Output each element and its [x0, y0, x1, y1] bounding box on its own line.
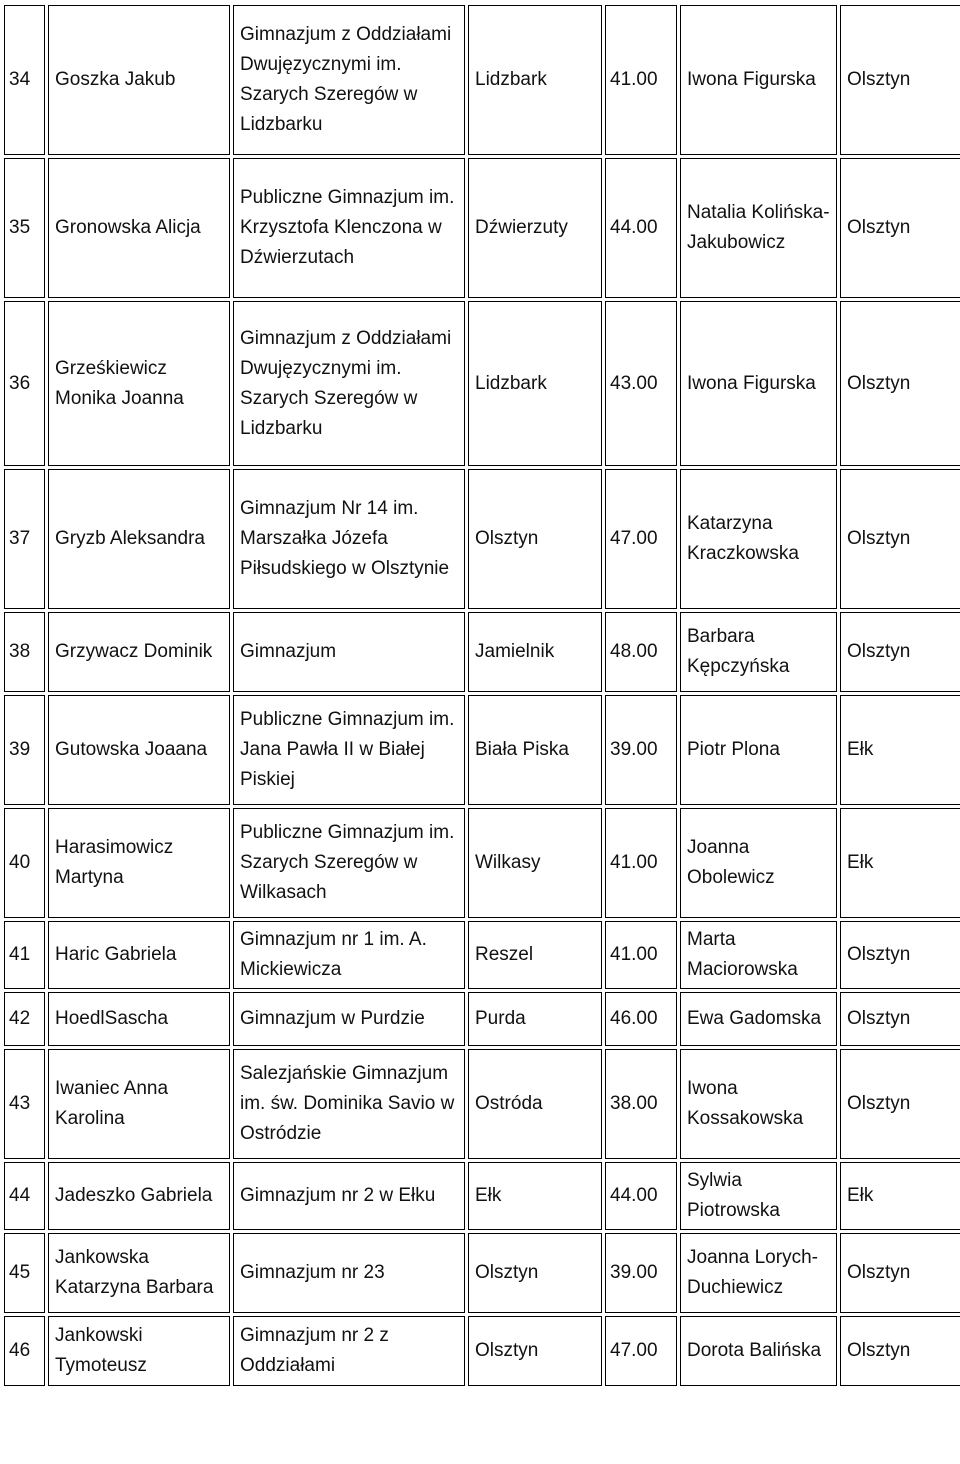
row-number: 42 [4, 992, 45, 1046]
region: Ełk [840, 1162, 960, 1230]
table-row [4, 469, 960, 609]
table-row [4, 1233, 960, 1313]
row-number: 38 [4, 612, 45, 692]
score: 41.00 [605, 808, 677, 918]
teacher-name: Joanna Lorych-Duchiewicz [680, 1233, 837, 1313]
town: Olsztyn [468, 1316, 602, 1386]
student-name: Iwaniec Anna Karolina [48, 1049, 230, 1159]
town: Olsztyn [468, 1233, 602, 1313]
region: Olsztyn [840, 612, 960, 692]
town: Wilkasy [468, 808, 602, 918]
town: Jamielnik [468, 612, 602, 692]
score: 41.00 [605, 921, 677, 989]
school-name: Gimnazjum z Oddziałami Dwujęzycznymi im. Szarych Szeregów w Lidzbarku [233, 5, 465, 155]
town: Purda [468, 992, 602, 1046]
row-number: 45 [4, 1233, 45, 1313]
teacher-name: Natalia Kolińska-Jakubowicz [680, 158, 837, 298]
region: Olsztyn [840, 921, 960, 989]
table-row [4, 1316, 960, 1386]
teacher-name: Ewa Gadomska [680, 992, 837, 1046]
teacher-name: Piotr Plona [680, 695, 837, 805]
teacher-name: Dorota Balińska [680, 1316, 837, 1386]
region: Olsztyn [840, 5, 960, 155]
student-name: Grzywacz Dominik [48, 612, 230, 692]
student-name: Gutowska Joaana [48, 695, 230, 805]
results-table [1, 2, 960, 1389]
table-row [4, 612, 960, 692]
region: Olsztyn [840, 1316, 960, 1386]
row-number: 39 [4, 695, 45, 805]
region: Olsztyn [840, 992, 960, 1046]
region: Ełk [840, 695, 960, 805]
school-name: Salezjańskie Gimnazjum im. św. Dominika Savio w Ostródzie [233, 1049, 465, 1159]
score: 38.00 [605, 1049, 677, 1159]
town: Ełk [468, 1162, 602, 1230]
table-row [4, 301, 960, 466]
school-name: Publiczne Gimnazjum im. Szarych Szeregów w Wilkasach [233, 808, 465, 918]
teacher-name: Katarzyna Kraczkowska [680, 469, 837, 609]
town: Lidzbark [468, 5, 602, 155]
score: 44.00 [605, 1162, 677, 1230]
row-number: 43 [4, 1049, 45, 1159]
town: Ostróda [468, 1049, 602, 1159]
town: Lidzbark [468, 301, 602, 466]
score: 41.00 [605, 5, 677, 155]
student-name: Goszka Jakub [48, 5, 230, 155]
school-name: Gimnazjum nr 2 z Oddziałami [233, 1316, 465, 1386]
teacher-name: Iwona Kossakowska [680, 1049, 837, 1159]
town: Dźwierzuty [468, 158, 602, 298]
table-row [4, 158, 960, 298]
row-number: 37 [4, 469, 45, 609]
row-number: 46 [4, 1316, 45, 1386]
school-name: Gimnazjum z Oddziałami Dwujęzycznymi im. Szarych Szeregów w Lidzbarku [233, 301, 465, 466]
table-row [4, 992, 960, 1046]
student-name: Jankowski Tymoteusz [48, 1316, 230, 1386]
school-name: Gimnazjum nr 1 im. A. Mickiewicza [233, 921, 465, 989]
school-name: Gimnazjum w Purdzie [233, 992, 465, 1046]
town: Biała Piska [468, 695, 602, 805]
table-row [4, 1049, 960, 1159]
school-name: Publiczne Gimnazjum im. Jana Pawła II w Białej Piskiej [233, 695, 465, 805]
town: Reszel [468, 921, 602, 989]
student-name: Jadeszko Gabriela [48, 1162, 230, 1230]
table-row [4, 808, 960, 918]
teacher-name: Sylwia Piotrowska [680, 1162, 837, 1230]
score: 48.00 [605, 612, 677, 692]
student-name: Harasimowicz Martyna [48, 808, 230, 918]
row-number: 44 [4, 1162, 45, 1230]
score: 43.00 [605, 301, 677, 466]
region: Olsztyn [840, 301, 960, 466]
school-name: Gimnazjum nr 2 w Ełku [233, 1162, 465, 1230]
score: 39.00 [605, 1233, 677, 1313]
row-number: 41 [4, 921, 45, 989]
teacher-name: Iwona Figurska [680, 301, 837, 466]
student-name: Grześkiewicz Monika Joanna [48, 301, 230, 466]
teacher-name: Marta Maciorowska [680, 921, 837, 989]
student-name: Haric Gabriela [48, 921, 230, 989]
teacher-name: Joanna Obolewicz [680, 808, 837, 918]
row-number: 36 [4, 301, 45, 466]
region: Olsztyn [840, 1049, 960, 1159]
region: Olsztyn [840, 158, 960, 298]
town: Olsztyn [468, 469, 602, 609]
teacher-name: Barbara Kępczyńska [680, 612, 837, 692]
school-name: Gimnazjum Nr 14 im. Marszałka Józefa Piłsudskiego w Olsztynie [233, 469, 465, 609]
score: 46.00 [605, 992, 677, 1046]
school-name: Gimnazjum nr 23 [233, 1233, 465, 1313]
score: 39.00 [605, 695, 677, 805]
row-number: 34 [4, 5, 45, 155]
table-row [4, 695, 960, 805]
student-name: Gronowska Alicja [48, 158, 230, 298]
score: 47.00 [605, 469, 677, 609]
teacher-name: Iwona Figurska [680, 5, 837, 155]
region: Ełk [840, 808, 960, 918]
table-row [4, 5, 960, 155]
student-name: Gryzb Aleksandra [48, 469, 230, 609]
student-name: Jankowska Katarzyna Barbara [48, 1233, 230, 1313]
row-number: 35 [4, 158, 45, 298]
school-name: Publiczne Gimnazjum im. Krzysztofa Klenczona w Dźwierzutach [233, 158, 465, 298]
table-row [4, 1162, 960, 1230]
region: Olsztyn [840, 1233, 960, 1313]
score: 47.00 [605, 1316, 677, 1386]
score: 44.00 [605, 158, 677, 298]
table-row [4, 921, 960, 989]
row-number: 40 [4, 808, 45, 918]
school-name: Gimnazjum [233, 612, 465, 692]
region: Olsztyn [840, 469, 960, 609]
student-name: HoedlSascha [48, 992, 230, 1046]
